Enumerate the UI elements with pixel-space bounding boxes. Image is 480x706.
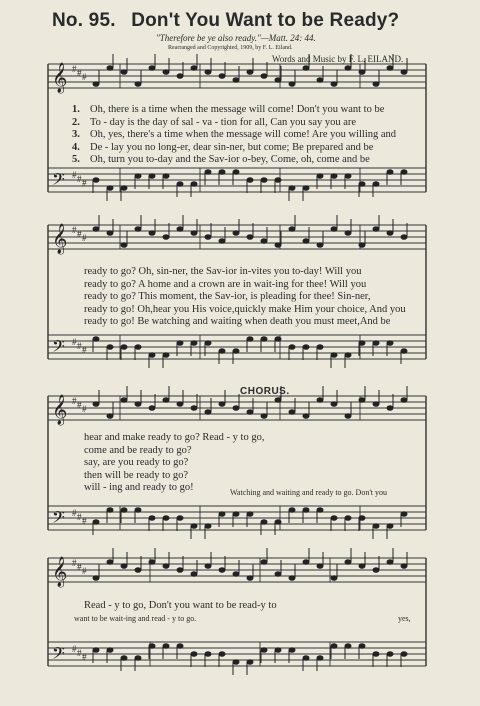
svg-text:𝄢: 𝄢 [52,169,65,193]
svg-text:#: # [77,648,82,658]
svg-text:#: # [72,508,77,518]
svg-text:#: # [72,225,77,235]
svg-text:𝄢: 𝄢 [52,507,65,531]
svg-text:#: # [82,566,87,576]
hymn-title: Don't You Want to be Ready? [131,10,400,31]
system2-lyrics [84,266,406,329]
verse-line: 3. Oh, yes, there's a time when the message will come! Are you willing and [72,129,397,141]
verse-line: then will be ready to go? [84,469,189,481]
svg-text:𝄞: 𝄞 [52,224,68,254]
svg-text:#: # [77,562,82,572]
scripture-reference: "Therefore be ye also ready."—Matt. 24: 44. [156,33,316,43]
verse-line: ready to go? This moment, the Sav-ior, is pleading for thee! Sin-ner, [84,291,371,303]
copyright-notice: Rearranged and Copyrighted, 1909, by F. L. Eiland. [168,45,293,51]
verse-line: hear and make ready to go? Read - y to go, [84,432,265,443]
verse-line: say, are you ready to go? [84,457,189,469]
svg-text:#: # [82,652,87,662]
system3-lyrics [84,432,264,495]
svg-text:#: # [82,72,87,82]
bass-lyric-line: Watching and waiting and ready to go. Don't you [230,488,387,497]
system1-lyrics [72,104,396,167]
svg-text:#: # [82,233,87,243]
svg-text:𝄞: 𝄞 [52,395,68,425]
svg-text:#: # [72,558,77,568]
chorus-label: CHORUS. [240,386,290,397]
svg-text:#: # [72,170,77,180]
verse-line: ready to go! Oh,hear you His voice,quickly make Him your choice, And you [84,303,406,315]
verse-line: 1. Oh, there is a time when the message will come! Don't you want to be [72,104,385,115]
svg-text:#: # [77,400,82,410]
bass-lyric-end: yes, [398,614,411,623]
svg-text:#: # [77,68,82,78]
svg-text:#: # [72,64,77,74]
bass-lyric-line: want to be wait-ing and read - y to go. [74,614,197,623]
verse-line: Read - y to go, Don't you want to be read-y to [84,600,277,611]
verse-line: ready to go? A home and a crown are in wait-ing for thee! Will you [84,278,367,290]
verse-line: ready to go! Be watching and waiting when death you must meet,And be [84,316,391,328]
svg-text:𝄢: 𝄢 [52,336,65,360]
verse-line: come and be ready to go? [84,444,192,456]
verse-line: ready to go? Oh, sin-ner, the Sav-ior in-vites you to-day! Will you [84,266,362,277]
svg-text:𝄢: 𝄢 [52,643,65,667]
svg-text:𝄞: 𝄞 [52,557,68,587]
svg-text:#: # [77,174,82,184]
svg-text:#: # [72,396,77,406]
verse-line: 2. To - day is the day of sal - va - tion for all, Can you say you are [72,116,357,128]
verse-line: will - ing and ready to go! [84,482,194,494]
svg-text:#: # [77,512,82,522]
svg-text:#: # [72,337,77,347]
verse-line: 5. Oh, turn you to-day and the Sav-ior o-bey, Come, oh, come and be [72,154,370,166]
svg-text:#: # [82,345,87,355]
svg-text:#: # [77,341,82,351]
svg-text:𝄞: 𝄞 [52,63,68,93]
svg-text:#: # [82,516,87,526]
svg-text:#: # [82,404,87,414]
svg-text:#: # [77,229,82,239]
svg-text:#: # [82,178,87,188]
hymn-number: No. 95. [52,10,116,31]
author-credit: Words and Music by F. L. EILAND. [272,54,404,64]
verse-line: 4. De - lay you no long-er, dear sin-ner, but come; Be prepared and be [72,141,374,153]
system4-lyrics [84,600,277,613]
svg-text:#: # [72,644,77,654]
